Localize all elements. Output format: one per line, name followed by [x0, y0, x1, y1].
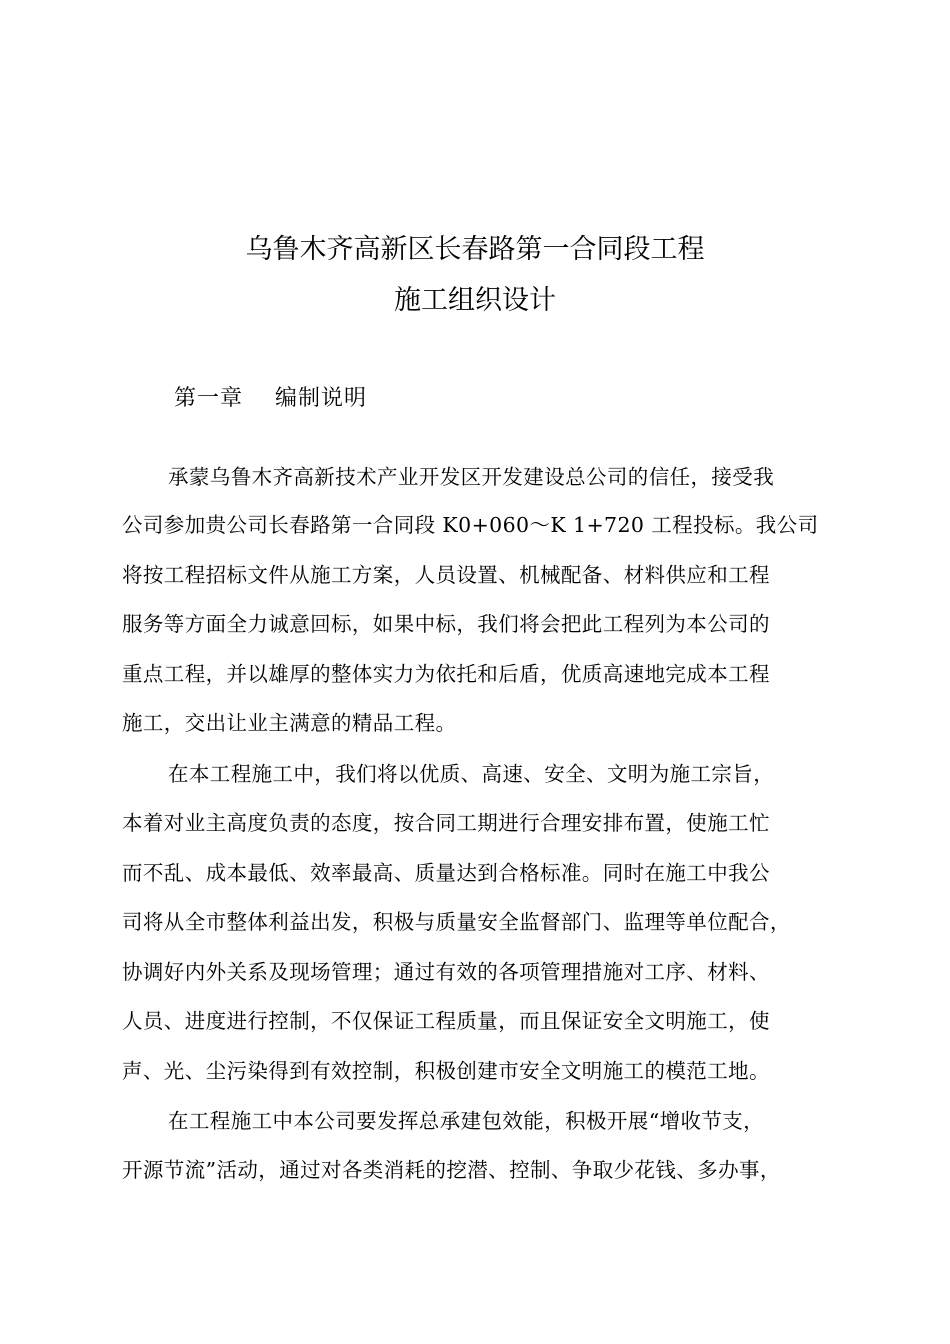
paragraph-line: 声、光、尘污染得到有效控制，积极创建市安全文明施工的模范工地。	[122, 1059, 770, 1083]
paragraph-line: 开源节流”活动，通过对各类消耗的挖潜、控制、争取少花钱、多办事，	[122, 1158, 781, 1182]
document-title-line-1: 乌鲁木齐高新区长春路第一合同段工程	[245, 234, 705, 265]
paragraph-line: 协调好内外关系及现场管理；通过有效的各项管理措施对工序、材料、	[122, 960, 770, 984]
paragraph-line: 服务等方面全力诚意回标，如果中标，我们将会把此工程列为本公司的	[122, 612, 770, 636]
paragraph-line: 施工，交出让业主满意的精品工程。	[122, 711, 457, 735]
paragraph-line: 人员、进度进行控制，不仅保证工程质量，而且保证安全文明施工，使	[122, 1009, 770, 1033]
paragraph-line: 重点工程，并以雄厚的整体实力为依托和后盾，优质高速地完成本工程	[122, 662, 770, 686]
paragraph-line: 将按工程招标文件从施工方案，人员设置、机械配备、材料供应和工程	[122, 563, 770, 587]
paragraph-line: 而不乱、成本最低、效率最高、质量达到合格标准。同时在施工中我公	[122, 861, 770, 885]
paragraph-line: 公司参加贵公司长春路第一合同段 K0+060～K 1+720 工程投标。我公司	[122, 513, 819, 537]
paragraph-line: 本着对业主高度负责的态度，按合同工期进行合理安排布置，使施工忙	[122, 811, 770, 835]
paragraph-line: 司将从全市整体利益出发，积极与质量安全监督部门、监理等单位配合，	[122, 910, 791, 934]
document-title-line-2: 施工组织设计	[394, 285, 556, 316]
paragraph-line: 承蒙乌鲁木齐高新技术产业开发区开发建设总公司的信任，接受我	[168, 465, 775, 489]
paragraph-line: 在本工程施工中，我们将以优质、高速、安全、文明为施工宗旨，	[168, 762, 775, 786]
paragraph-line: 在工程施工中本公司要发挥总承建包效能，积极开展“增收节支，	[168, 1109, 765, 1133]
chapter-heading: 第一章 编制说明	[174, 386, 367, 411]
